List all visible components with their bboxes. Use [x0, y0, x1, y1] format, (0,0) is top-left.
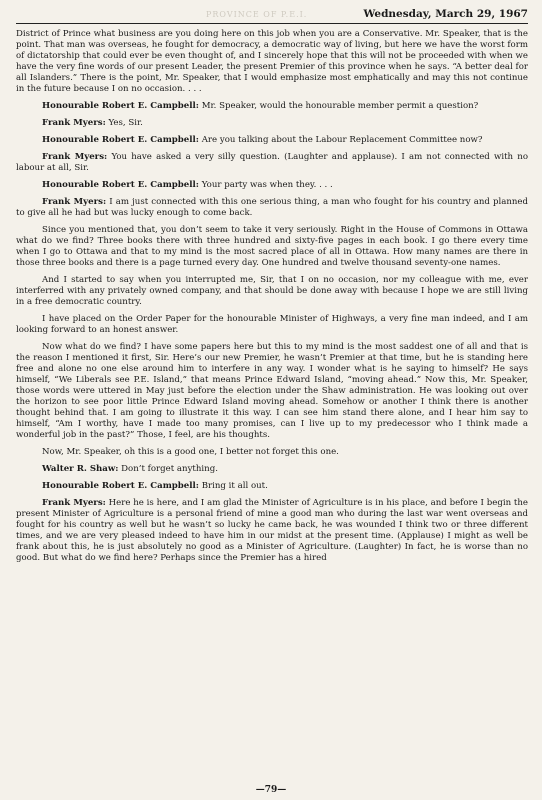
paragraph — [16, 101, 528, 112]
paragraph — [16, 275, 528, 308]
paragraph — [16, 180, 528, 191]
speaker-name: Frank Myers: — [42, 118, 106, 128]
paragraph — [16, 152, 528, 174]
paragraph-text: You have asked a very silly question. (Laughter and applause). I am not connected with no labour at all, Sir. — [16, 152, 528, 173]
faded-header-text: PROVINCE OF P.E.I. — [206, 10, 308, 19]
speaker-name: Frank Myers: — [42, 197, 107, 207]
paragraph-text: Here he is here, and I am glad the Minister of Agriculture is in his place, and before I begin the present Minister of Agriculture is a personal friend of mine a good man who during the last war went overseas and fought for his country as well but he wasn’t so lucky he came back, he was wounded I think two or three different times, and we are very pleased indeed to have him in our midst at the present time. (Applause) I might as well be frank about this, he is just absolutely no good as a Minister of Agriculture. (Laughter) In fact, he is worse than no good. But what do we find here? Perhaps since the Premier has a hired — [16, 498, 528, 563]
paragraph — [16, 314, 528, 336]
speaker-name: Honourable Robert E. Campbell: — [42, 481, 199, 491]
page-number: —79— — [255, 785, 287, 795]
header-date: Wednesday, March 29, 1967 — [363, 8, 528, 20]
paragraph — [16, 464, 528, 475]
paragraph-text: Yes, Sir. — [108, 118, 143, 128]
paragraph — [16, 498, 528, 564]
paragraph-text: And I started to say when you interrupted me, Sir, that I on no occasion, nor my colleague with me, ever interferred with any privately owned company, and that should be done away with because I hope we are still living in a free democratic country. — [16, 275, 528, 307]
paragraph-text: Now what do we find? I have some papers here but this to my mind is the most saddest one of all and that is the reason I mentioned it first, Sir. Here’s our new Premier, he wasn’t Premier at that time, but he is standing here free and alone no one else around him to interfere in any way. I wonder what is he saying to himself? He says himself, “We Liberals see P.E. Island,” that means Prince Edward Island, “moving ahead.” Now this, Mr. Speaker, those words were uttered in May just before the election under the Shaw administration. He was looking out over the horizon to see poor little Prince Edward Island moving ahead. Somehow or another I think there is another thought behind that. I am going to illustrate it this way. I can see him stand there alone, and I hear him say to himself, “Am I worthy, have I made too many promises, can I live up to my predecessor who I think made a wonderful job in the past?” Those, I feel, are his thoughts. — [16, 342, 528, 440]
paragraph-text: Mr. Speaker, would the honourable member permit a question? — [201, 101, 479, 111]
paragraph-text: I am just connected with this one serious thing, a man who fought for his country and planned to give all he had but was lucky enough to come back. — [16, 197, 528, 218]
paragraph-text: Your party was when they. . . . — [201, 180, 333, 190]
paragraph-text: Are you talking about the Labour Replacement Committee now? — [201, 135, 483, 145]
paragraph — [16, 447, 528, 458]
paragraph — [16, 135, 528, 146]
speaker-name: Frank Myers: — [42, 152, 108, 162]
speaker-name: Honourable Robert E. Campbell: — [42, 101, 199, 111]
body-text — [16, 29, 528, 564]
paragraph — [16, 481, 528, 492]
speaker-name: Honourable Robert E. Campbell: — [42, 135, 199, 145]
page-header — [16, 8, 528, 24]
paragraph — [16, 225, 528, 269]
paragraph — [16, 118, 528, 129]
paragraph-text: I have placed on the Order Paper for the honourable Minister of Highways, a very fine man indeed, and I am looking forward to an honest answer. — [16, 314, 528, 335]
paragraph-text: District of Prince what business are you doing here on this job when you are a Conservative. Mr. Speaker, that is the point. That man was overseas, he fought for democracy, a democratic way of living, but here we have the worst form of dictatorship that could ever be even thought of, and I sincerely hope that this will not be proceeded with when we have the very fine words of our present Leader, the present Premier of this province when he says. “A better deal for all Islanders.” There is the point, Mr. Speaker, that I would emphasize most emphatically and may this not continue in the future because I on no occasion. . . . — [16, 29, 528, 94]
speaker-name: Frank Myers: — [42, 498, 106, 508]
paragraph-text: Now, Mr. Speaker, oh this is a good one, I better not forget this one. — [42, 447, 339, 457]
speaker-name: Walter R. Shaw: — [42, 464, 119, 474]
paragraph — [16, 342, 528, 441]
paragraph — [16, 197, 528, 219]
paragraph-text: Bring it all out. — [201, 481, 268, 491]
paragraph — [16, 29, 528, 95]
speaker-name: Honourable Robert E. Campbell: — [42, 180, 199, 190]
paragraph-text: Don’t forget anything. — [121, 464, 218, 474]
paragraph-text: Since you mentioned that, you don’t seem to take it very seriously. Right in the House of Commons in Ottawa what do we find? Three books there with three hundred and sixty-five pages in each book. I go there every time when I go to Ottawa and that to my mind is the most sacred place of all in Ottawa. How many names are there in those three books and there is a page turned every day. One hundred and twelve thousand seventy-one names. — [16, 225, 528, 268]
